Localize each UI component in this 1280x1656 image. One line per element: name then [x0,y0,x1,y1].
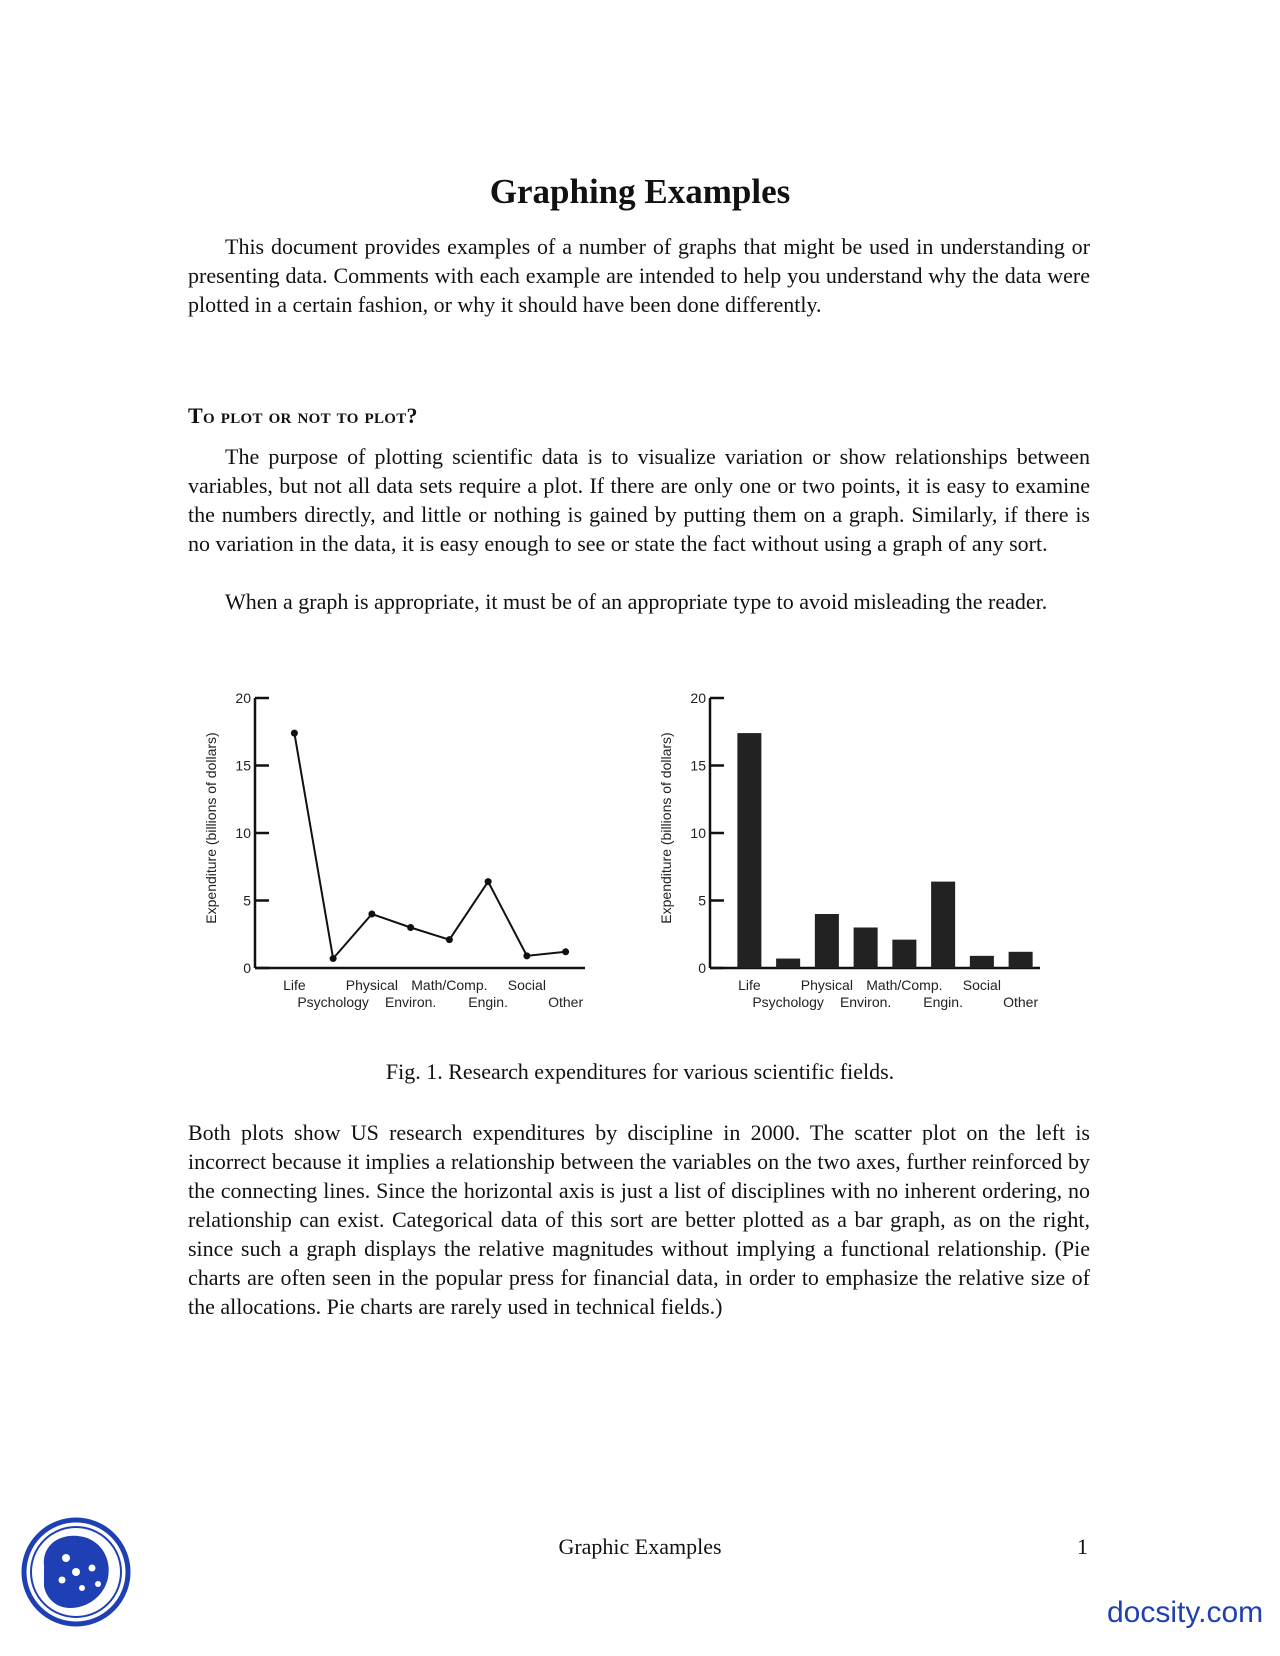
data-point [368,911,375,918]
page-number: 1 [1077,1534,1088,1559]
x-tick-label: Environ. [839,994,892,1010]
y-tick-label: 5 [243,892,251,909]
data-point [523,952,530,959]
bar [737,733,761,968]
body-paragraph-3: Both plots show US research expenditures by discipline in 2000. The scatter plot on the left is incorrect because it implies a relationship between the variables on the two axes, further reinforced by the connecting lines. Since the horizontal axis is just a list of disciplines with no inherent ordering, no relationship can exist. Categorical data of this sort are better plotted as a bar graph, as on the right, since such a graph displays the relative magnitudes without implying a functional relationship. (Pie charts are often seen in the popular press for financial data, in order to emphasize the relative size of the allocations. Pie charts are rarely used in technical fields.) [188,1120,1090,1319]
bar [776,959,800,968]
x-tick-label: Social [962,977,1001,993]
data-point [485,878,492,885]
y-tick-label: 10 [235,825,251,841]
bar [970,956,994,968]
y-tick-label: 20 [690,690,706,706]
body-paragraph-2: When a graph is appropriate, it must be of an appropriate type to avoid misleading the reader. [225,589,1048,614]
series-line [294,733,565,958]
bar [931,882,955,968]
docsity-brand-link[interactable]: docsity.com [1107,1596,1264,1629]
x-tick-label: Engin. [923,994,963,1010]
x-tick-label: Physical [345,977,398,993]
x-tick-label: Psychology [752,994,824,1010]
x-tick-label: Social [507,977,546,993]
data-point [562,948,569,955]
x-tick-label: Math/Comp. [411,977,488,993]
x-tick-label: Life [283,977,306,993]
y-tick-label: 0 [243,960,251,976]
data-point [291,730,298,737]
y-tick-label: 15 [690,757,706,774]
section-heading: To plot or not to plot? [188,403,418,428]
data-point [446,936,453,943]
data-point [330,955,337,962]
x-tick-label: Math/Comp. [866,977,943,993]
docsity-logo-icon [20,1516,132,1628]
y-tick-label: 20 [235,690,251,706]
x-tick-label: Environ. [384,994,437,1010]
y-axis-label: Expenditure (billions of dollars) [203,732,219,924]
bar [815,914,839,968]
x-tick-label: Psychology [297,994,369,1010]
x-tick-label: Other [1003,994,1039,1010]
body-paragraph-1: The purpose of plotting scientific data is to visualize variation or show relationships between variables, but not all data sets require a plot. If there are only one or two points, it is easy to examine the numbers directly, and little or nothing is gained by putting them on a graph. Similarly, if there is no variation in the data, it is easy enough to see or state the fact without using a graph of any sort. [188,444,1090,556]
x-tick-label: Engin. [468,994,508,1010]
document-title: Graphing Examples [489,172,791,211]
bar-chart-svg [655,690,1075,1060]
line-chart [200,690,620,1065]
y-tick-label: 0 [698,960,706,976]
figure-caption: Fig. 1. Research expenditures for various scientific fields. [385,1059,895,1084]
bar [892,940,916,968]
intro-paragraph: This document provides examples of a number of graphs that might be used in understanding or presenting data. Comments with each example are intended to help you understand why the data were plotted in a certain fashion, or why it should have been done differently. [188,234,1090,317]
data-point [407,924,414,931]
y-tick-label: 5 [698,892,706,909]
footer-title: Graphic Examples [558,1534,722,1559]
bar [854,928,878,969]
y-axis-label: Expenditure (billions of dollars) [658,732,674,924]
y-tick-label: 15 [235,757,251,774]
x-tick-label: Life [738,977,761,993]
x-tick-label: Other [548,994,584,1010]
y-tick-label: 10 [690,825,706,841]
bar-chart [655,690,1075,1065]
line-chart-svg [200,690,620,1060]
bar [1009,952,1033,968]
x-tick-label: Physical [800,977,853,993]
